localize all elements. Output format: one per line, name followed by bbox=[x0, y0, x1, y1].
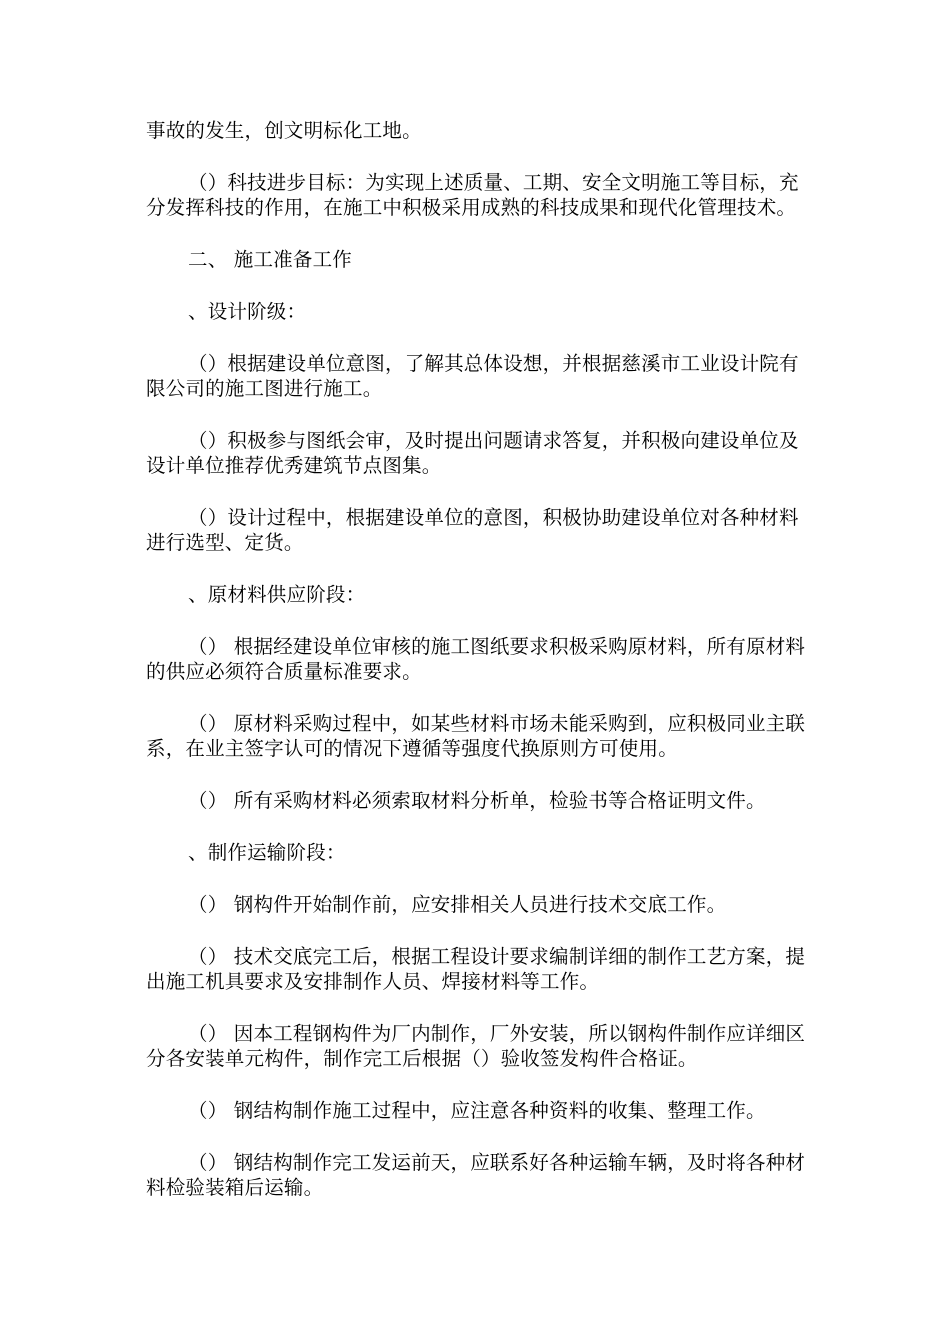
paragraph: （） 钢结构制作完工发运前天，应联系好各种运输车辆，及时将各种材料检验装箱后运输。 bbox=[146, 1151, 806, 1199]
subsection-heading: 、设计阶级： bbox=[188, 300, 307, 323]
paragraph: （） 因本工程钢构件为厂内制作，厂外安装，所以钢构件制作应详细区分各安装单元构件，制作完工后根据（）验收签发构件合格证。 bbox=[146, 1022, 806, 1070]
paragraph: （） 钢结构制作施工过程中，应注意各种资料的收集、整理工作。 bbox=[188, 1099, 766, 1122]
document-body bbox=[146, 118, 811, 1200]
paragraph: （）科技进步目标：为实现上述质量、工期、安全文明施工等目标，充分发挥科技的作用，在施工中积极采用成熟的科技成果和现代化管理技术。 bbox=[146, 171, 799, 219]
section-heading: 二、 施工准备工作 bbox=[188, 248, 352, 271]
subsection-heading: 、制作运输阶段： bbox=[188, 841, 346, 864]
paragraph: （）设计过程中，根据建设单位的意图，积极协助建设单位对各种材料进行选型、定货。 bbox=[146, 506, 799, 554]
paragraph: （） 所有采购材料必须索取材料分析单，检验书等合格证明文件。 bbox=[188, 789, 766, 812]
paragraph: （） 原材料采购过程中，如某些材料市场未能采购到，应积极同业主联系，在业主签字认可的情况下遵循等强度代换原则方可使用。 bbox=[146, 712, 806, 760]
paragraph: （）根据建设单位意图，了解其总体设想，并根据慈溪市工业设计院有限公司的施工图进行施工。 bbox=[146, 352, 799, 400]
paragraph: （）积极参与图纸会审，及时提出问题请求答复，并积极向建设单位及设计单位推荐优秀建筑节点图集。 bbox=[146, 429, 799, 477]
subsection-heading: 、原材料供应阶段： bbox=[188, 583, 366, 606]
paragraph: （） 根据经建设单位审核的施工图纸要求积极采购原材料，所有原材料的供应必须符合质量标准要求。 bbox=[146, 635, 806, 683]
paragraph: 事故的发生，创文明标化工地。 bbox=[146, 119, 422, 142]
paragraph: （） 钢构件开始制作前，应安排相关人员进行技术交底工作。 bbox=[188, 893, 727, 916]
paragraph: （） 技术交底完工后，根据工程设计要求编制详细的制作工艺方案，提出施工机具要求及安排制作人员、焊接材料等工作。 bbox=[146, 945, 806, 993]
